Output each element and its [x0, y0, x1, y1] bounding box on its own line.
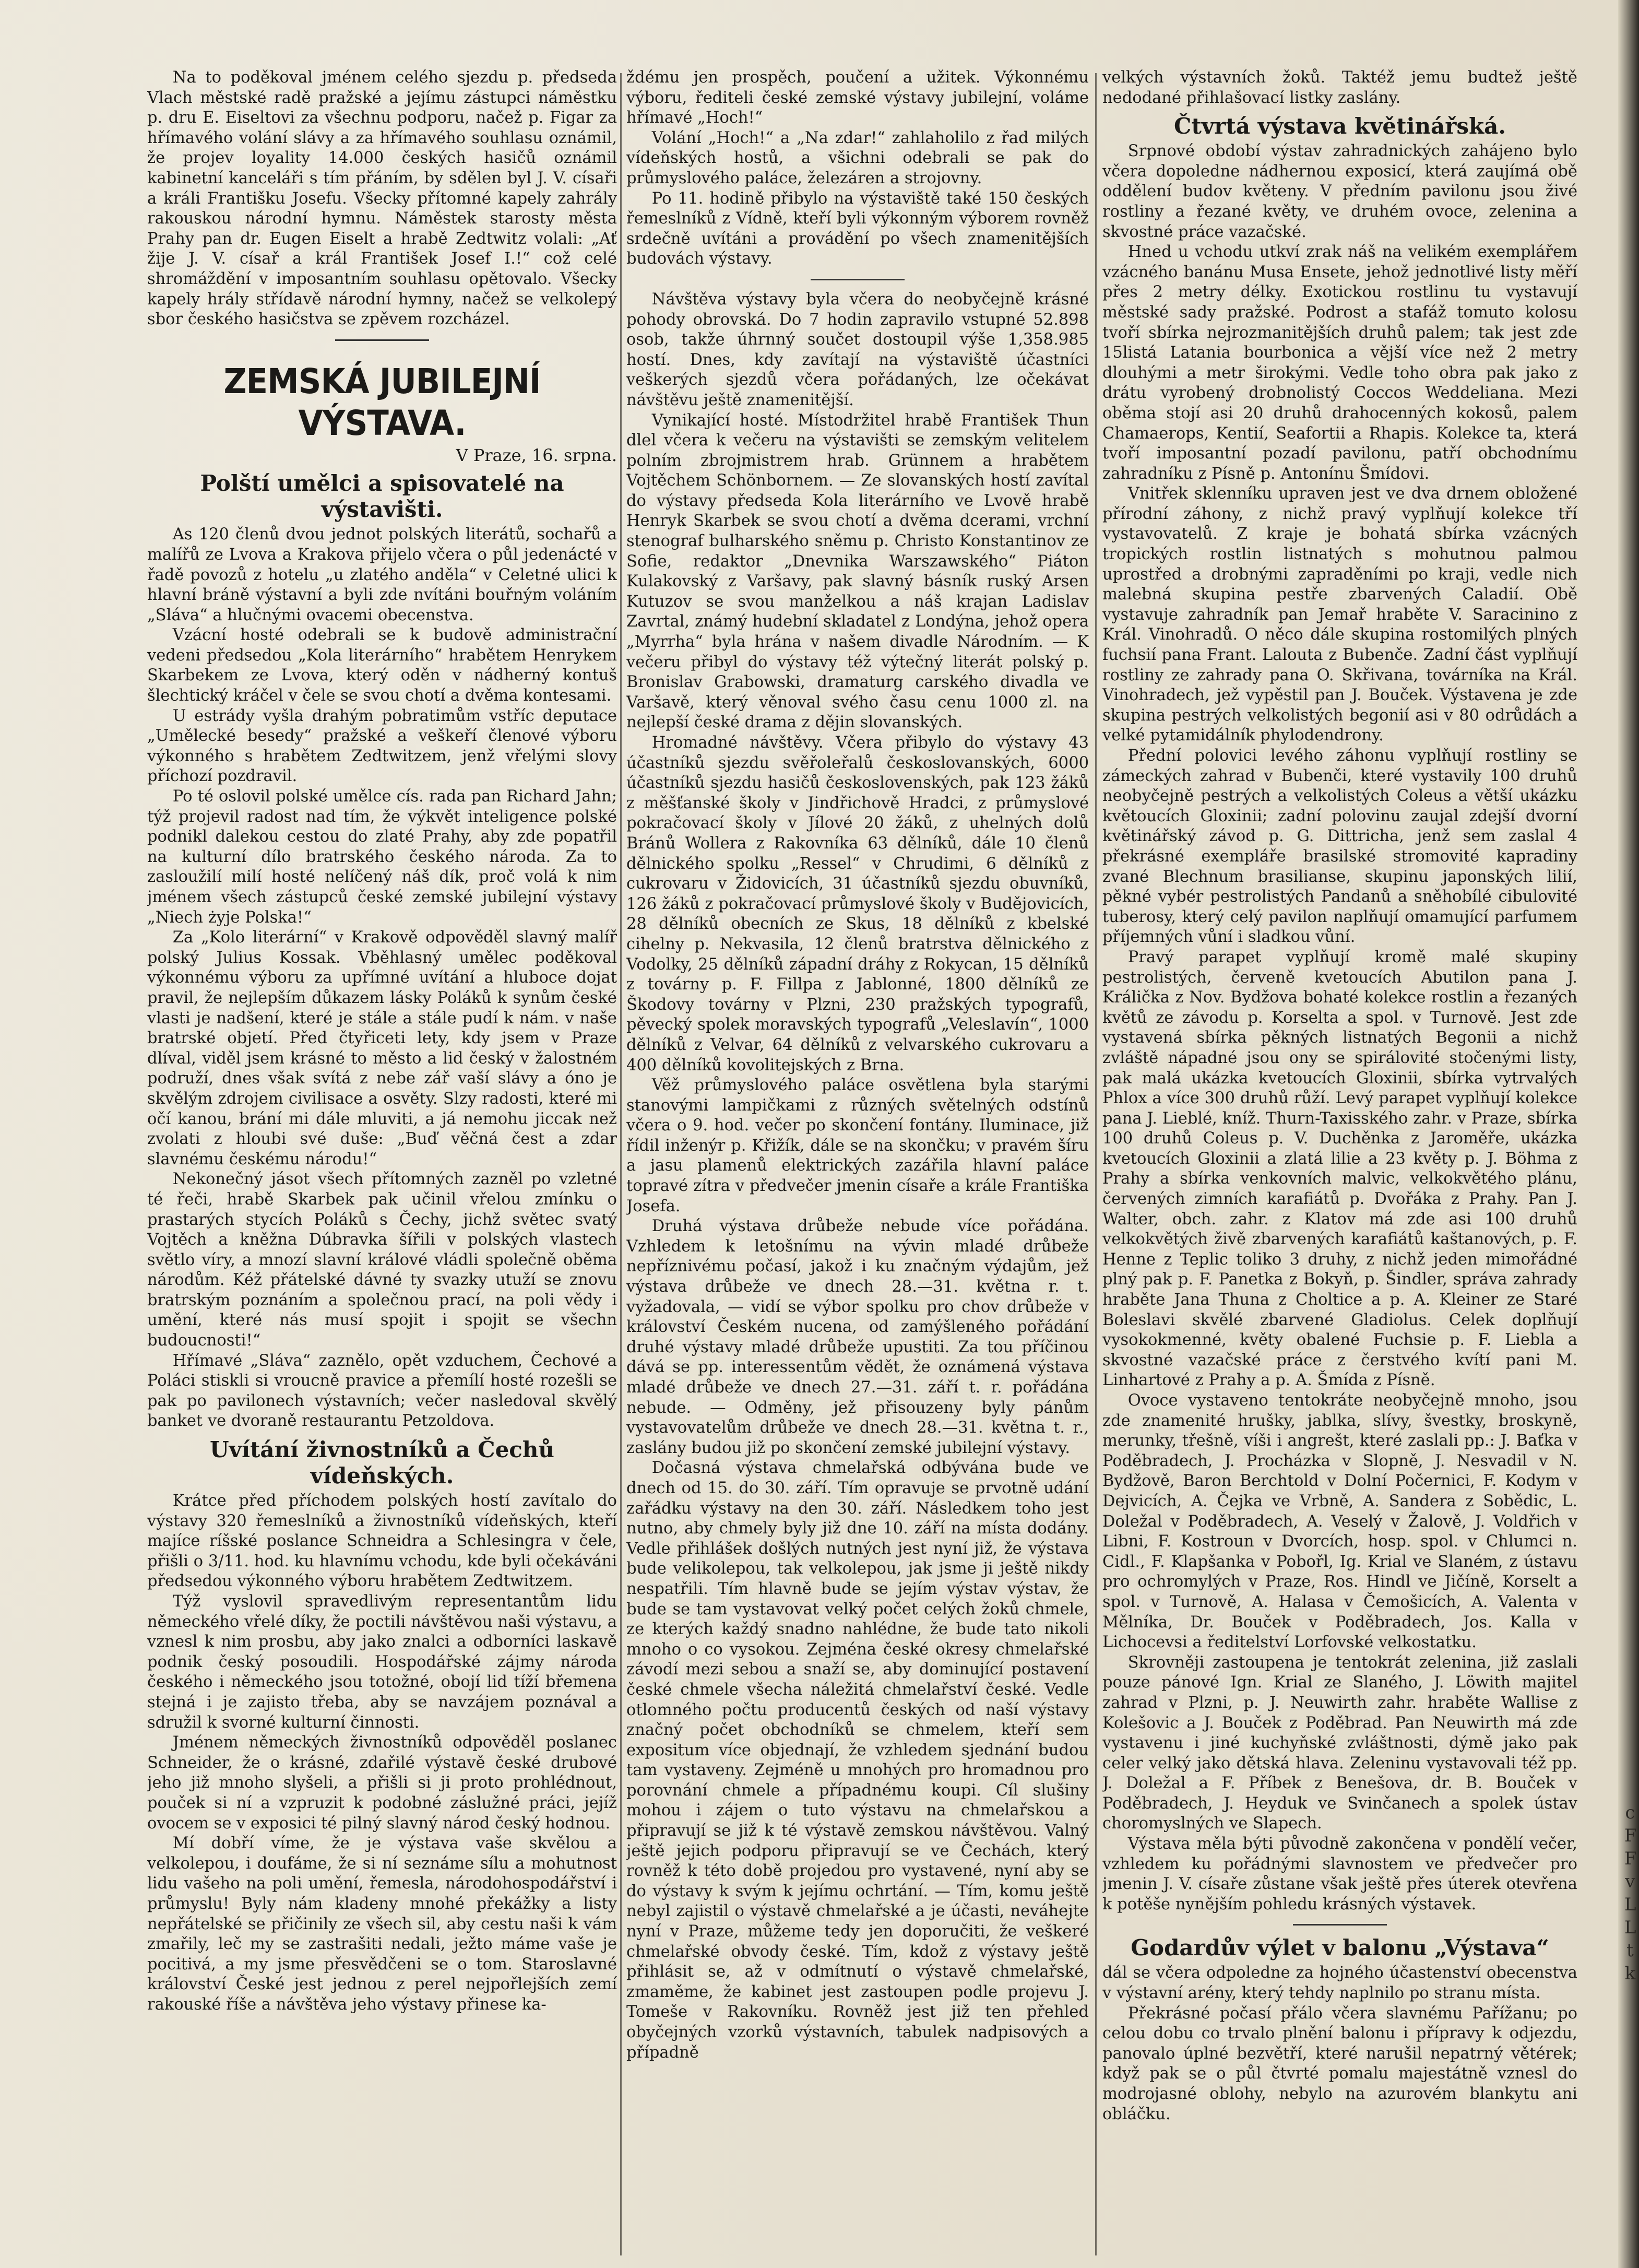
paragraph: Jménem německých živnostníků odpověděl poslanec Schneider, že o krásné, zdařilé výstavě české drubové jeho již mnoho slyšeli, a přišli si ji proto prohlédnout, pouček si ní a vzpruzit k podobné záslužné práci, jejíž ovocem se v exposici té pilný slavný národ český hodnou. — [147, 1733, 617, 1833]
edge-letter: F — [1624, 1825, 1637, 1846]
paragraph: Vnitřek sklenníku upraven jest ve dva drnem obložené přírodní záhony, z nichž pravý vyplňují kolekce tří vystavovatelů. Z kraje je bohatá sbírka vzácných tropických rostlin listnatých s mohutnou palmou uprostřed a drobnými zapraděními po kraji, vedle nich malebná skupina pestře zbarvených Caladií. Obě vystavuje zahradník pan Jemař hraběte V. Saracinino z Král. Vinohradů. O něco dále skupina rostomilých plných fuchsií pana Frant. Lalouta z Bubenče. Zadní část vyplňují rostliny ze zahrady pana O. Skřivana, továrníka na Král. Vinohradech, jež vypěstil pan J. Bouček. Výstavena je zde skupina pestrých velkolistých begonií asi v 80 odrůdách a velké pytamidálník phylodendrony. — [1102, 485, 1577, 745]
column-3 — [1102, 68, 1577, 2255]
paragraph: Krátce před příchodem polských hostí zavítalo do výstavy 320 řemeslníků a živnostníků vídeňských, kteří majíce ríšské poslance Schneidra a Schlesingra v čele, přišli o 3/11. hod. ku hlavnímu vchodu, kde byli očekáváni předsedou výkonného výboru hrabětem Zedtwitzem. — [147, 1492, 617, 1591]
paragraph: Vzácní hosté odebrali se k budově administrační vedeni předsedou „Kola literárního“ hrabětem Henrykem Skarbekem ze Lvova, který oděn v nádherný kontuš šlechtický kráčel v čele se svou chotí a dvěma kontesami. — [147, 626, 617, 705]
column-2 — [626, 68, 1089, 2255]
paragraph: As 120 členů dvou jednot polských literátů, sochařů a malířů ze Lvova a Krakova přijelo včera o půl jedenácté v řadě povozů z hotelu „u zlatého anděla“ v Celetné ulici k hlavní bráně výstavní a byli zde nvítáni bouřným voláním „Sláva“ a hlučnými ovacemi obecenstva. — [147, 525, 617, 624]
paragraph: Mí dobří víme, že je výstava vaše skvělou a velkolepou, i doufáme, že si ní seznáme sílu a mohutnost lidu vašeho na poli umění, řemesla, národohospodářství i průmyslu! Byly nám kladeny mnohé překážky a listy nepřátelské se přičinily ze všech sil, aby cestu naši k vám zmařily, leč my se zastrašiti nedali, ježto máme vaše je pocitivá, a my jsme přesvědčeni se o tom. Staroslavné království České jest jednou z perel nejpořlejších zemí rakouské říše a návštěva jeho výstavy přinese ka- — [147, 1834, 617, 2014]
paragraph: Nekonečný jásot všech přítomných zazněl po vzletné té řeči, hrabě Skarbek pak učinil vřelou zmínku o prastarých stycích Poláků s Čechy, jichž světec svatý Vojtěch a kněžna Dúbravka šířili v polských vlastech světlo víry, a mnozí slavní králové vládli společně oběma národům. Kéž přátelské dávné ty svazky utuží se znovu bratrským poznáním a společnou prací, na poli vědy i umění, které nás musí spojit i spojit se všechn budoucnosti!“ — [147, 1170, 617, 1350]
paragraph: Výstava měla býti původně zakončena v pondělí večer, vzhledem ku pořádnými slavnostem ve předvečer pro jmenin J. V. císaře zůstane však ještě přes úterek otevřena k potěše nynějším pohledu krásných výstavek. — [1102, 1835, 1577, 1913]
separator-rule — [335, 339, 429, 341]
paragraph: Druhá výstava drůbeže nebude více pořádána. Vzhledem k letošnímu na vývin mladé drůbeže nepříznivému počasí, jakož i ku značným výdajům, jež výstava drůbeže ve dnech 28.—31. května r. t. vyžadovala, — vidí se výbor spolku pro chov drůbeže v království Českém nucena, od zamýšleného pořádání druhé výstavy mladé drůbeže upustiti. Za tou příčinou dává se pp. interessentům vědět, že oznámená výstava mladé drůbeže ve dnech 27.—31. září t. r. pořádána nebude. — Odměny, jež přisouzeny byly pánům vystavovatelům drůbeže ve dnech 28.—31. května t. r., zaslány budou již po skončení zemské jubilejní výstavy. — [626, 1217, 1089, 1457]
section-heading: Godardův výlet v balonu „Výstava“ — [1131, 1935, 1549, 1961]
paragraph: Hned u vchodu utkví zrak náš na velikém exemplářem vzácného banánu Musa Ensete, jehož jednotlivé listy měří přes 2 metry délky. Exotickou rostlinu tu vystavují městské sady pražské. Podrost a stafáž tomuto kolosu tvoří sbírka nejrozmanitějších druhů palem; tak jest zde 15listá Latania bourbonica a vější více než 2 metry dlouhými a metr širokými. Vedle toho obra pak jako z drátu vyrobený drobnolistý Coccos Weddeliana. Mezi oběma stojí asi 20 druhů drahocenných kokosů, palem Chamaerops, Kentií, Seafortii a Rhapis. Kolekce ta, která tvoří imposantní pozadí pavilonu, patří obchodnímu zahradníku z Písně p. Antonínu Šmídovi. — [1102, 243, 1577, 483]
paragraph: dál se včera odpoledne za hojného účastenství obecenstva v výstavní arény, který tehdy naplnilo po stranu místa. — [1102, 1964, 1577, 2003]
paragraph: Volání „Hoch!“ a „Na zdar!“ zahlaholilo z řad milých vídeňských hostů, a všichni odebrali se pak do průmyslového paláce, železáren a strojovny. — [626, 128, 1089, 187]
separator-rule — [1293, 1924, 1387, 1926]
column-rule — [620, 73, 622, 2255]
edge-letter: t — [1626, 1940, 1634, 1961]
adjacent-page-letters — [1624, 1801, 1636, 1985]
paragraph: Překrásné počasí přálo včera slavnému Pařížanu; po celou dobu co trvalo plnění balonu i přípravy k odjezdu, panovalo úplné bezvětří, které narušil nepatrný větérek; když pak se o půl čtvrté pomalu majestátně vznesl do modrojasné oblohy, nebylo na azurovém blankytu ani obláčku. — [1102, 2004, 1577, 2123]
paragraph: Pravý parapet vyplňují kromě malé skupiny pestrolistých, červeně kvetoucích Abutilon pana J. Králičkа z Nov. Bydžova bohaté kolekce rostlin a řezaných květů ze závodu p. Korselta a spol. v Turnově. Jest zde vystavená sbírka pěkných listnatých Begonii a nichž zvláště nápadné jsou ony se spirálovité stočenými listy, pak malá ukázka kvetoucích Gloxinii, sbírka vytrvalých Phlox a více 300 druhů růží. Levý parapet vyplňují kolekce pana J. Lieblé, kníž. Thurn-Taxisského zahr. v Praze, sbírka 100 druhů Coleus p. V. Duchěnka z Jaroměře, ukázka kvetoucích Gloxinii a zlatá lilie a 23 květy p. J. Böhma z Prahy a sbírka venkovních malvic, velkokvětého plánu, červených zimních karafiátů p. Dvořáka z Prahy. Pan J. Walter, obch. zahr. z Klatov má zde asi 100 druhů velkokvětých živě zbarvených karafiátů kaštanových, p. F. Henne z Teplic toliko 3 druhy, z nichž jeden mimořádné plný pak p. F. Panetka z Bokyň, p. Šindler, správa zahrady hraběte Jana Thuna z Choltice a p. A. Kleiner ze Staré Boleslavi skvělé zbarvené Gladiolus. Celek doplňují vysokokmenné, květy obalené Fuchsie p. F. Lieblа a skvostné vazačské práce z čerstvého kvítí pani M. Linhartové z Prahy a p. A. Šmída z Písně. — [1102, 948, 1577, 1390]
paragraph: Srpnové období výstav zahradnických zahájeno bylo včera dopoledne nádhernou exposicí, která zaujímá obě oddělení budov květeny. V předním pavilonu jsou živé rostliny a řezané květy, ve druhém ovoce, zelenina a skvostné práce vazačské. — [1102, 142, 1577, 241]
separator-rule — [811, 279, 905, 280]
dateline: V Praze, 16. srpna. — [456, 445, 617, 465]
paragraph: Týž vyslovil spravedlivým representantům lidu německého vřelé díky, že poctili návštěvou naši výstavu, a vznesl k nim prosbu, aby jako znalci a odborníci laskavě podnik český posoudili. Hospodářské zájmy národa českého i německého jsou totožné, obojí lid tíží břemena stejná i je zajisto třeba, aby se navzájem poznával a sdružil k svorné kulturní činnosti. — [147, 1592, 617, 1732]
paragraph: velkých výstavních žoků. Taktéž jemu budtež ještě nedodané přihlašovací listky zaslány. — [1102, 68, 1577, 107]
edge-letter: F — [1624, 1848, 1637, 1869]
column-1 — [147, 68, 617, 2255]
paragraph: Po 11. hodině přibylo na výstaviště také 150 českých řemeslníků z Vídně, kteří byli výkonným výborem rovněž srdečně uvítáni a provádění po všech znamenitějších budovách výstavy. — [626, 189, 1089, 268]
paragraph: Věž průmyslového paláce osvětlena byla starými stanovými lampičkami z různých světelných odstínů včera o 9. hod. večer po skončení fontány. Iluminace, již řídil inženýr p. Křižík, dále se na skončku; v pravém šíru a jasu plamenů elektrických zazářila hlavní paláce topravé zítra v předvečer jmenin císaře a krále Františka Josefa. — [626, 1076, 1089, 1215]
paragraph: Hřímavé „Sláva“ zaznělo, opět vzduchem, Čechové a Poláci stiskli si vroucně pravice a přemílí hosté rozešli se pak po pavilonech výstavních; večer nasledoval skvělý banket ve dvoraně restaurantu Petzoldova. — [147, 1351, 617, 1431]
paragraph: Skrovněji zastoupena je tentokrát zelenina, již zaslali pouze pánové Ign. Krial ze Slaného, J. Löwith majitel zahrad v Plzni, p. J. Neuwirth zahr. hraběte Wallise z Kolešovic a J. Bouček z Poděbrad. Pan Neuwirth má zde vystavenu i jiné kuchyňské zvláštnosti, dýmě jako pak celer velký jako dětská hlava. Zeleninu vystavovali též pp. J. Doležal a F. Příbek z Benešova, dr. B. Bouček v Poděbradech, J. Heyduk ve Svinčanech a spolek ústav choromyslných ve Slapech. — [1102, 1653, 1577, 1833]
edge-letter: L — [1624, 1894, 1636, 1915]
paragraph: Vynikající hosté. Místodržitel hrabě František Thun dlel včera k večeru na výstavišti se zemským velitelem polním zbrojmistrem hrab. Grünnem a hrabětem Vojtěchem Schönbornem. — Ze slovanských hostí zavítal do výstavy předseda Kola literárního ve Lvově hrabě Henryk Skarbek se svou chotí a dvěma dcerami, vrchní stenograf bulharského sněmu p. Christo Konstantinov ze Sofie, redaktor „Dnevnika Warszawského“ Piáton Kulakovský z Varšavy, pak slavný básník ruský Arsen Kutuzov se svou manželkou a náš krajan Ladislav Zavrtal, známý hudební skladatel z Londýna, jehož opera „Myrrha“ byla hrána v našem divadle Národním. — K večeru přibyl do výstavy též výtečný literát polský p. Bronislav Grabowski, dramaturg carského divadla ve Varšavě, který věnoval svého času cenu 1000 zl. na nejlepší české drama z dějin slovanských. — [626, 411, 1089, 732]
edge-letter: c — [1625, 1802, 1635, 1823]
paragraph: Za „Kolo literární“ v Krakově odpověděl slavný malíř polský Julius Kossak. Vběhlasný umělec poděkoval výkonnému výboru za upřímné uvítání a hluboce dojat pravil, že nejlepším důkazem lásky Poláků k synům české vlasti je nadšení, které je stále a stále pudí k nám. v naše bratrské objetí. Před čtyřiceti lety, kdy jsem v Praze dlíval, viděl jsem krásné to město a lid český v žalostném podruží, dnes však svítá z nebe zář vaší slávy a óno je skvělým zdrojem civilisace a osvěty. Slzy radosti, které mi očí kanou, brání mi dále mluviti, a já nemohu jiccak než zvolati z hloubi své duše: „Buď věčná čest a zdar slavnému českému národu!“ — [147, 928, 617, 1168]
paragraph: Návštěva výstavy byla včera do neobyčejně krásné pohody obrovská. Do 7 hodin zapravilo vstupné 52.898 osob, takže úhrnný součet dostoupil výše 1,358.985 hostí. Dnes, kdy zavítají na výstaviště účastníci veškerých sjezdů včera pořádaných, lze očekávat návštěvu ještě znamenitější. — [626, 290, 1089, 409]
paragraph: Hromadné návštěvy. Včera přibylo do výstavy 43 účastníků sjezdu svěřoleřalů českoslovanských, 6000 účastníků sjezdu hasičů československých, pak 123 žáků z měšťanské školy v Jindřichově Hradci, z průmyslové pokračovací školy v Jílové 20 žáků, z uhelných dolů Bránů Wollera z Rakovníka 63 dělníků, dále 10 členů dělnického spolku „Ressel“ v Chrudimi, 6 dělníků z cukrovaru v Židovicích, 31 účastníků sjezdu obuvníků, 126 žáků z pokračovací průmyslové školy v Budějovicích, 28 dělníků obecních ze Skus, 18 dělníků z kbelské cihelny p. Nekvasila, 12 členů bratrstva dělnického z Vodolky, 25 dělníků západní dráhy z Rokycan, 15 dělníků z továrny p. F. Fillpa z Jablonné, 1800 dělníků ze Škodovy továrny v Plzni, 230 pražských typografů, pěvecký spolek moravských typografů „Veleslavín“, 1000 dělníků z Velvar, 64 dělníků z velvarského cukrovaru a 400 dělníků kovolitejských z Brna. — [626, 734, 1089, 1074]
edge-letter: L — [1624, 1917, 1636, 1938]
paragraph: Dočasná výstava chmelařská odbývána bude ve dnech od 15. do 30. září. Tím opravuje se prvotně udání zařádku výstavy na den 30. září. Následkem toho jest nutno, aby chmely byly již dne 10. září na místa dodány. Vedle přihlášek došlých nutných jest nyní již, že výstava bude velikolepou, tak velkolepou, jak jsme ji ještě nikdy nespatřili. Tím hlavně bude se jejím výstav výstav, že bude se tam vystavovat velký počet celých žoků chmele, ze kterých každý snadno nahlédne, že bude tato nikoli mnoho o co vysokou. Zejména české okresy chmelařské závodí mezi sebou a snaží se, aby dominující postavení české chmele všecha náležitá chmelařství české. Vedle otlomného počtu producentů českých od naší výstavy značný počet obchodníků se chmelem, kteří sem expositum více objednají, že vzhledem sjednání budou tam vystaveny. Zejméně u mnohých pro hromadnou pro porovnání chmele a případnému koupi. Cíl slušiny mohou i zájem o tuto výstavu na chmelařskou a připravují se již k té výstavě zemskou návštěvou. Valný ještě jejich podporu připravují se ve Čechách, který rovněž k této době projedou pro vystavené, nyní aby se do výstavy k svým k jejímu ochrtání. — Tím, komu ještě nebyl zajistil o výstavě chmelařské a je účasti, neváhejte nyní v Praze, můžeme tedy jen doporučiti, že veškeré chmelařské obvody české. Tím, kdož z výstavy ještě přihlásit se, až v odmítnutí o výstavě chmelařské, zmaměme, že kabinet jest zastoupen podle projevu J. Tomeše v Rakovníku. Rovněž jest již ten přehled obyčejných vzorků výstavních, tabulek nadpisových a případně — [626, 1459, 1089, 2062]
paragraph: U estrády vyšla drahým pobratimům vstříc deputace „Umělecké besedy“ pražské a veškeří členové výboru výkonného s hrabětem Zedtwitzem, jenž vřelými slovy příchozí pozdravil. — [147, 706, 617, 786]
section-heading: Čtvrtá výstava květinářská. — [1174, 113, 1506, 139]
paragraph: Na to poděkoval jménem celého sjezdu p. předseda Vlach městské radě pražské a jejímu zástupci náměstku p. dru E. Eiseltovi za všechnu podporu, načež p. Figar za hřímavého volání slávy a za hřímavého souhlasu oznámil, že projev loyality 14.000 českých hasičů oznámil kabinetní kanceláři s tím přáním, by sdělen byl J. V. císaři a králi Františku Josefu. Všecky přítomné kapely zahrály rakouskou národní hymnu. Náměstek starosty města Prahy pan dr. Eugen Eiselt a hrabě Zedtwitz volali: „Ať žije J. V. císař a král František Josef I.!“ což celé shromáždění v imposantním souhlasu opětovalo. Všecky kapely hrály střídavě národní hymny, načež se velkolepý sbor českého hasičstva se zpěvem rozcházel. — [147, 68, 617, 329]
column-rule — [1095, 73, 1097, 2255]
paragraph: Po té oslovil polské umělce cís. rada pan Richard Jahn; týž projevil radost nad tím, že výkvět inteligence polské podnikl dalekou cestou do zlaté Prahy, aby zde popatřil na kulturní dílo bratrského českého národa. Za to zasloužilí milí hosté nelíčený náš dík, proč volá k nim jménem všech zástupců české zemské jubilejní výstavy „Niech żyje Polska!“ — [147, 787, 617, 927]
paragraph: Přední polovici levého záhonu vyplňují rostliny se zámeckých zahrad v Bubenči, které vystavily 100 druhů neobyčejně pestrých a velkolistých Coleus a větší ukázku květoucích Gloxinii; zadní polovinu zaujal zdejší dvorní květinářský závod p. G. Dittricha, jenž sem zaslal 4 překrásné exempláře brasilské stromovité kapradiny zvané Blechnum brasilianse, skupinu japonských lilií, pěkné vybér pestrolistých Pandanů a sněhobílé cibulovité tuberosy, který celý pavilon naplňují omamující parfumem příjemných vůní i sladkou vůní. — [1102, 747, 1577, 947]
edge-letter: k — [1624, 1963, 1636, 1984]
edge-letter: v — [1625, 1871, 1635, 1892]
paragraph: Ovoce vystaveno tentokráte neobyčejně mnoho, jsou zde znamenité hrušky, jablka, slívy, švestky, broskyně, merunky, třešně, víši i angrešt, které zaslali pp.: J. Baťka v Poděbradech, J. Procházka v Slopně, J. Nesvadil v N. Bydžově, Baron Berchtold v Dolní Počernici, F. Kodym v Dejvicích, A. Čejka ve Vrbně, A. Sandera z Sobědic, L. Doležal v Poděbradech, A. Veselý v Žalově, J. Voldřich v Libni, F. Kostroun v Dvorcích, hosp. spol. v Chlumci n. Cidl., F. Klapšanka v Pobořl, Ig. Krial ve Slaném, z ústavu pro ochromylých v Praze, Ros. Hindl ve Jičíně, Korselt a spol. v Turnově, A. Halasa v Čemošicích, A. Valenta v Mělníka, Dr. Bouček v Poděbradech, Jos. Kalla v Lichocevsi a ředitelství Lorfovské velkostatku. — [1102, 1391, 1577, 1652]
section-heading: Uvítání živnostníků a Čechů vídeňských. — [210, 1437, 554, 1489]
paragraph: ždému jen prospěch, poučení a užitek. Výkonnému výboru, řediteli české zemské výstavy jubilejní, voláme hřímavé „Hoch!“ — [626, 68, 1089, 127]
main-headline: ZEMSKÁ JUBILEJNÍ VÝSTAVA. — [223, 361, 541, 443]
section-heading: Polští umělci a spisovatelé na výstavišti. — [200, 470, 564, 523]
